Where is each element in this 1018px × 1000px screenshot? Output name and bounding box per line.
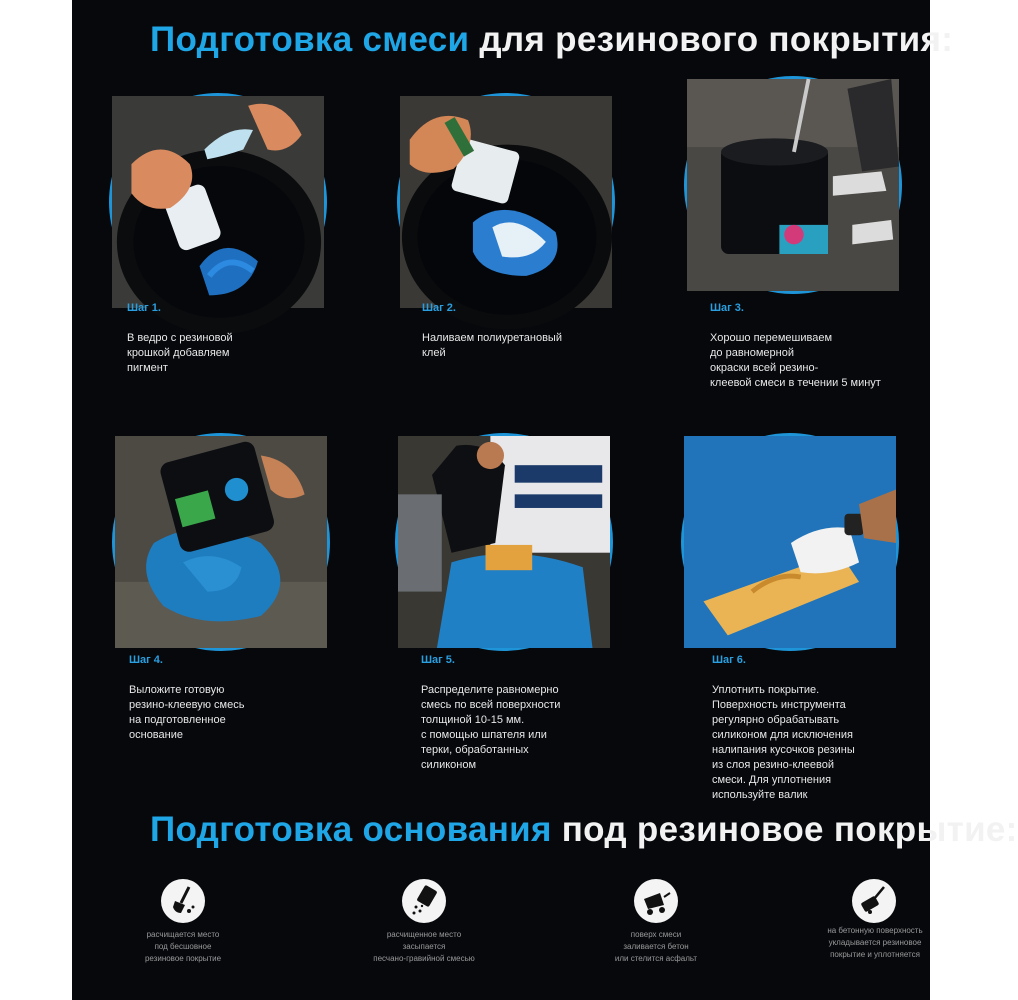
step-6-description: Уплотнить покрытие. Поверхность инструмента регулярно обрабатывать силиконом для исключения налипания кусочков резины из слоя резино-клеевой смеси. Для уплотнения используйте валик — [712, 684, 855, 801]
step-3-photo — [684, 76, 902, 294]
step-4-label: Шаг 4. — [129, 654, 163, 666]
title-white-part: для резинового покрытия: — [479, 20, 954, 59]
roller-icon — [852, 879, 896, 923]
base-title-blue-part: Подготовка основания — [150, 810, 552, 849]
step-5-description: Распределите равномерно смесь по всей поверхности толщиной 10-15 мм. с помощью шпателя или терки, обработанных силиконом — [421, 684, 561, 771]
base-step-4-caption: на бетонную поверхность укладывается резиновое покрытие и уплотняется — [827, 926, 923, 959]
instruction-poster — [72, 0, 1018, 1000]
step-4-photo — [112, 433, 330, 651]
base-step-2-caption: расчищенное место засыпается песчано-гравийной смесью — [373, 930, 475, 963]
step-5-photo — [395, 433, 613, 651]
step-3-description: Хорошо перемешиваем до равномерной окраски всей резино- клеевой смеси в течении 5 минут — [710, 332, 881, 389]
step-4-description: Выложите готовую резино-клеевую смесь на подготовленное основание — [129, 684, 245, 741]
step-2-description: Наливаем полиуретановый клей — [422, 332, 562, 359]
base-section-title — [150, 810, 1018, 850]
step-5-label: Шаг 5. — [421, 654, 455, 666]
shovel-icon — [161, 879, 205, 923]
step-2-label: Шаг 2. — [422, 302, 456, 314]
step-6-label: Шаг 6. — [712, 654, 746, 666]
step-1-description: В ведро с резиновой крошкой добавляем пигмент — [127, 332, 233, 374]
step-3-label: Шаг 3. — [710, 302, 744, 314]
page-title — [150, 20, 953, 60]
step-6-photo — [681, 433, 899, 651]
step-2-photo — [397, 93, 615, 311]
step-1-label: Шаг 1. — [127, 302, 161, 314]
base-step-1-caption: расчищается место под бесшовное резиновое покрытие — [144, 930, 222, 963]
title-blue-part: Подготовка смеси — [150, 20, 470, 59]
base-title-white-part: под резиновое покрытие: — [561, 810, 1018, 849]
gravel-icon — [402, 879, 446, 923]
concrete-mixer-icon — [634, 879, 678, 923]
base-step-3-caption: поверх смеси заливается бетон или стелится асфальт — [614, 930, 698, 963]
step-1-photo — [109, 93, 327, 311]
